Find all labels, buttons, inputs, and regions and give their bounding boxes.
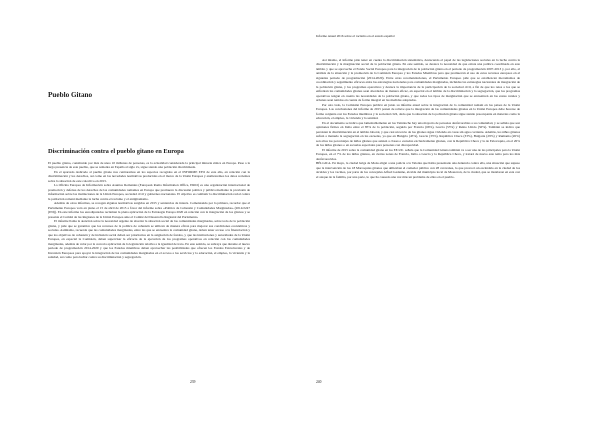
paragraph: En el apartado dedicado al pueblo gitano nos centraremos en los aspectos recogidos en el INFORME EFO de este año, en relación con la discriminación y los derechos, así como en las novedades normativas producidas en el marco de la Unión Europea y analizaremos los datos recientes sobre la situación de este colectivo en 2015.	[48, 169, 250, 183]
subsection-title: Discriminación contra el pueblo gitano en Europa	[48, 148, 184, 155]
left-body-text	[48, 161, 250, 260]
paragraph: BÉLGICA. En mayo, la ciudad belga de Mons eligió a una policía a la Valonia que había presentado una denuncia contra ella, una situación que supuso que la intervención de los 18 Marroquíes gitanos que utilizaban el comedor público con 28 caravanas, lo que provocó un escándalo en la ciudad de los alcaldes y los vecinos, por parte de los concejales Alfred Gadenne, alcalde del municipio local de Mouscron, de la ciudad, que se instalaron en esta con el ataque de la familia, por una parte, lo que ha causado una vez más un problema de ellos en el pueblo.	[316, 161, 520, 179]
page-number-right: 240	[316, 380, 322, 384]
paragraph: La Oficina Europea de Información sobre Asuntos Romaníes (European Roma Information Office, ERIO) es una organización internacional de promoción y defensa de los derechos de las comunidades romaníes en Europa que promueve la discusión política y pública mediante la provisión de información sobre las instituciones de la Unión Europea, sociedad civil y gobiernos nacionales. El objetivo es combatir la discriminación racial contra la población romaní mediante la lucha contra el racismo y el antigitanismo.	[48, 183, 250, 201]
section-title: Pueblo Gitano	[48, 91, 93, 99]
paragraph: En el documento se indica que lamentablemente en los Veintiocho hay una mayoría de personas desfavorables a su comunidad, y se señala que son opiniones firmes en Italia entre el 85% de la población, seguida por Francia (66%), Grecia (53%) y Reino Unido (50%). También se indica que persisten la discriminación en el ámbito laboral, y que casi un tercio de los gitanos sigue viviendo en casas sin agua corriente. Además, los niños gitanos sufren a menudo la segregación en las escuelas, ya que en Hungría (45%), Grecia (33%), República Checa (33%), Bulgaria (29%) y Rumanía (26%) son altos los porcentajes de niños gitanos que asisten a clases o escuelas exclusivamente gitanas, con la República Checa y la de Eslovaquia, en el 26% de los niños gitanos o en escuelas especiales para personas con discapacidad.	[316, 120, 520, 148]
running-head: Informe Anual 2016 sobre el racismo en el estado español	[316, 34, 395, 38]
right-body-text	[316, 58, 520, 179]
left-page	[48, 34, 250, 394]
paragraph: El informe llama la atención sobre la necesidad urgente de abordar la situación social de las comunidades marginadas, sobre todo de la población gitana, y pide que se garantice que los recursos de la política de cohesión se utilicen de manera eficaz para mejorar sus condiciones económicas y sociales. Asimismo, recuerda que las comunidades marginadas, entre las que se encuentra la comunidad gitana, deben tener acceso a la financiación y que los objetivos de cohesión y de inclusión social deben ser prioritarios en la asignación de fondos, y que las instituciones y autoridades de la Unión Europea, en especial la Comisión, deben supervisar la eficacia de la ejecución de los programas operativos en relación con las comunidades marginadas, además de velar por la correcta aplicación de la legislación relativa a la igualdad de trato. En este sentido, se subraya que durante el nuevo periodo de programación 2014-2020 y que los Estados miembros deben aprovechar las posibilidades que ofrecen los Fondos Estructurales y de Inversión Europeos para apoyar la integración de las comunidades marginadas en el acceso a los servicios y la educación, el empleo, la vivienda y la sanidad, así como para luchar contra su discriminación y segregación.	[48, 219, 250, 260]
paragraph: El informe de 2015 sobre la comunidad gitana en los EE.UU. señala que la Comunidad Gitana también va a ser una de las principales para la Unión Europea, en el 7% de los niños gitanos, en ciertas zonas de Francia, Italia o Grecia y la República Checa, y tratará de nuevo este tema para los más desfavorecidos.	[316, 147, 520, 161]
paragraph: El pueblo gitano, constituido por más de unos 10 millones de personas, es la actualidad considerada la principal minoría étnica en Europa. Pese a la larga presencia de este pueblo, que se remonta en España al siglo xv, sigue siendo una población discriminada.	[48, 161, 250, 170]
right-page	[316, 34, 520, 394]
paragraph: Además de otros informes, se recogen algunas normativas surgidas en 2015 y sentencias de interés. Comenzando por la primera, recordar que el Parlamento Europeo votó en pleno el 15 de abril de 2015 a favor del informe sobre «Política de Cohesión y Comunidades Marginadas» (2014/2247 (INI)). En este informe los eurodiputados reclaman la plena aplicación de la Estrategia Europa 2020 en relación con la integración de los gitanos y se presenta el Comité de las Regiones de la Unión Europea ante el Comité del Desarrollo Regional del Parlamento.	[48, 201, 250, 219]
paragraph: Así mismo, el informe pide tener en cuenta la discriminación sistemática, destacando el papel de las legislaciones sociales en la lucha contra la discriminación y la marginación social de la población gitana. En este sentido, se destaca la necesidad de que exista una política coordinada en este ámbito y que se aproveche el Fondo Social Europeo para la integración de la población gitana en el periodo de programación 2007-2013 y, por ello, el análisis de la situación y la promoción de la Comisión Europea y los Estados Miembros para que promuevan el uso de estos recursos europeos en el siguiente periodo de programación (2014-2020). Entre otras recomendaciones, el Parlamento Europeo pide que se establezcan mecanismos de coordinación y seguimiento eficaces entre las estrategias nacionales para comunidades marginadas, incluidas las estrategias nacionales de integración de la población gitana, y los programas operativos y destaca la importancia de la participación de la sociedad civil, a fin de que los retos a los que se enfrentan las comunidades gitanas sean abordados de manera eficaz, en especial en el ámbito de la discriminación y la segregación, que los programas operativos tengan en cuenta las necesidades de la población gitana, y que todos los tipos de marginación que se encuentren en las zonas rurales y urbanas sean tenidos en cuenta de forma integral en las medidas adoptadas.	[316, 58, 521, 103]
page-number-left: 239	[190, 380, 196, 384]
paragraph: Por otro lado, la Comisión Europea publicó en junio su informe anual sobre la integración de la comunidad romaní en los países de la Unión Europea. Las conclusiones del informe de 2015 ponen de relieve que la integración de las comunidades gitanas en la Unión Europea debe hacerse de forma conjunta con los Estados miembros y la sociedad civil, dado que la situación de la población gitana sigue siendo preocupante en materias como la educación, el empleo, la vivienda y la sanidad.	[316, 102, 520, 121]
